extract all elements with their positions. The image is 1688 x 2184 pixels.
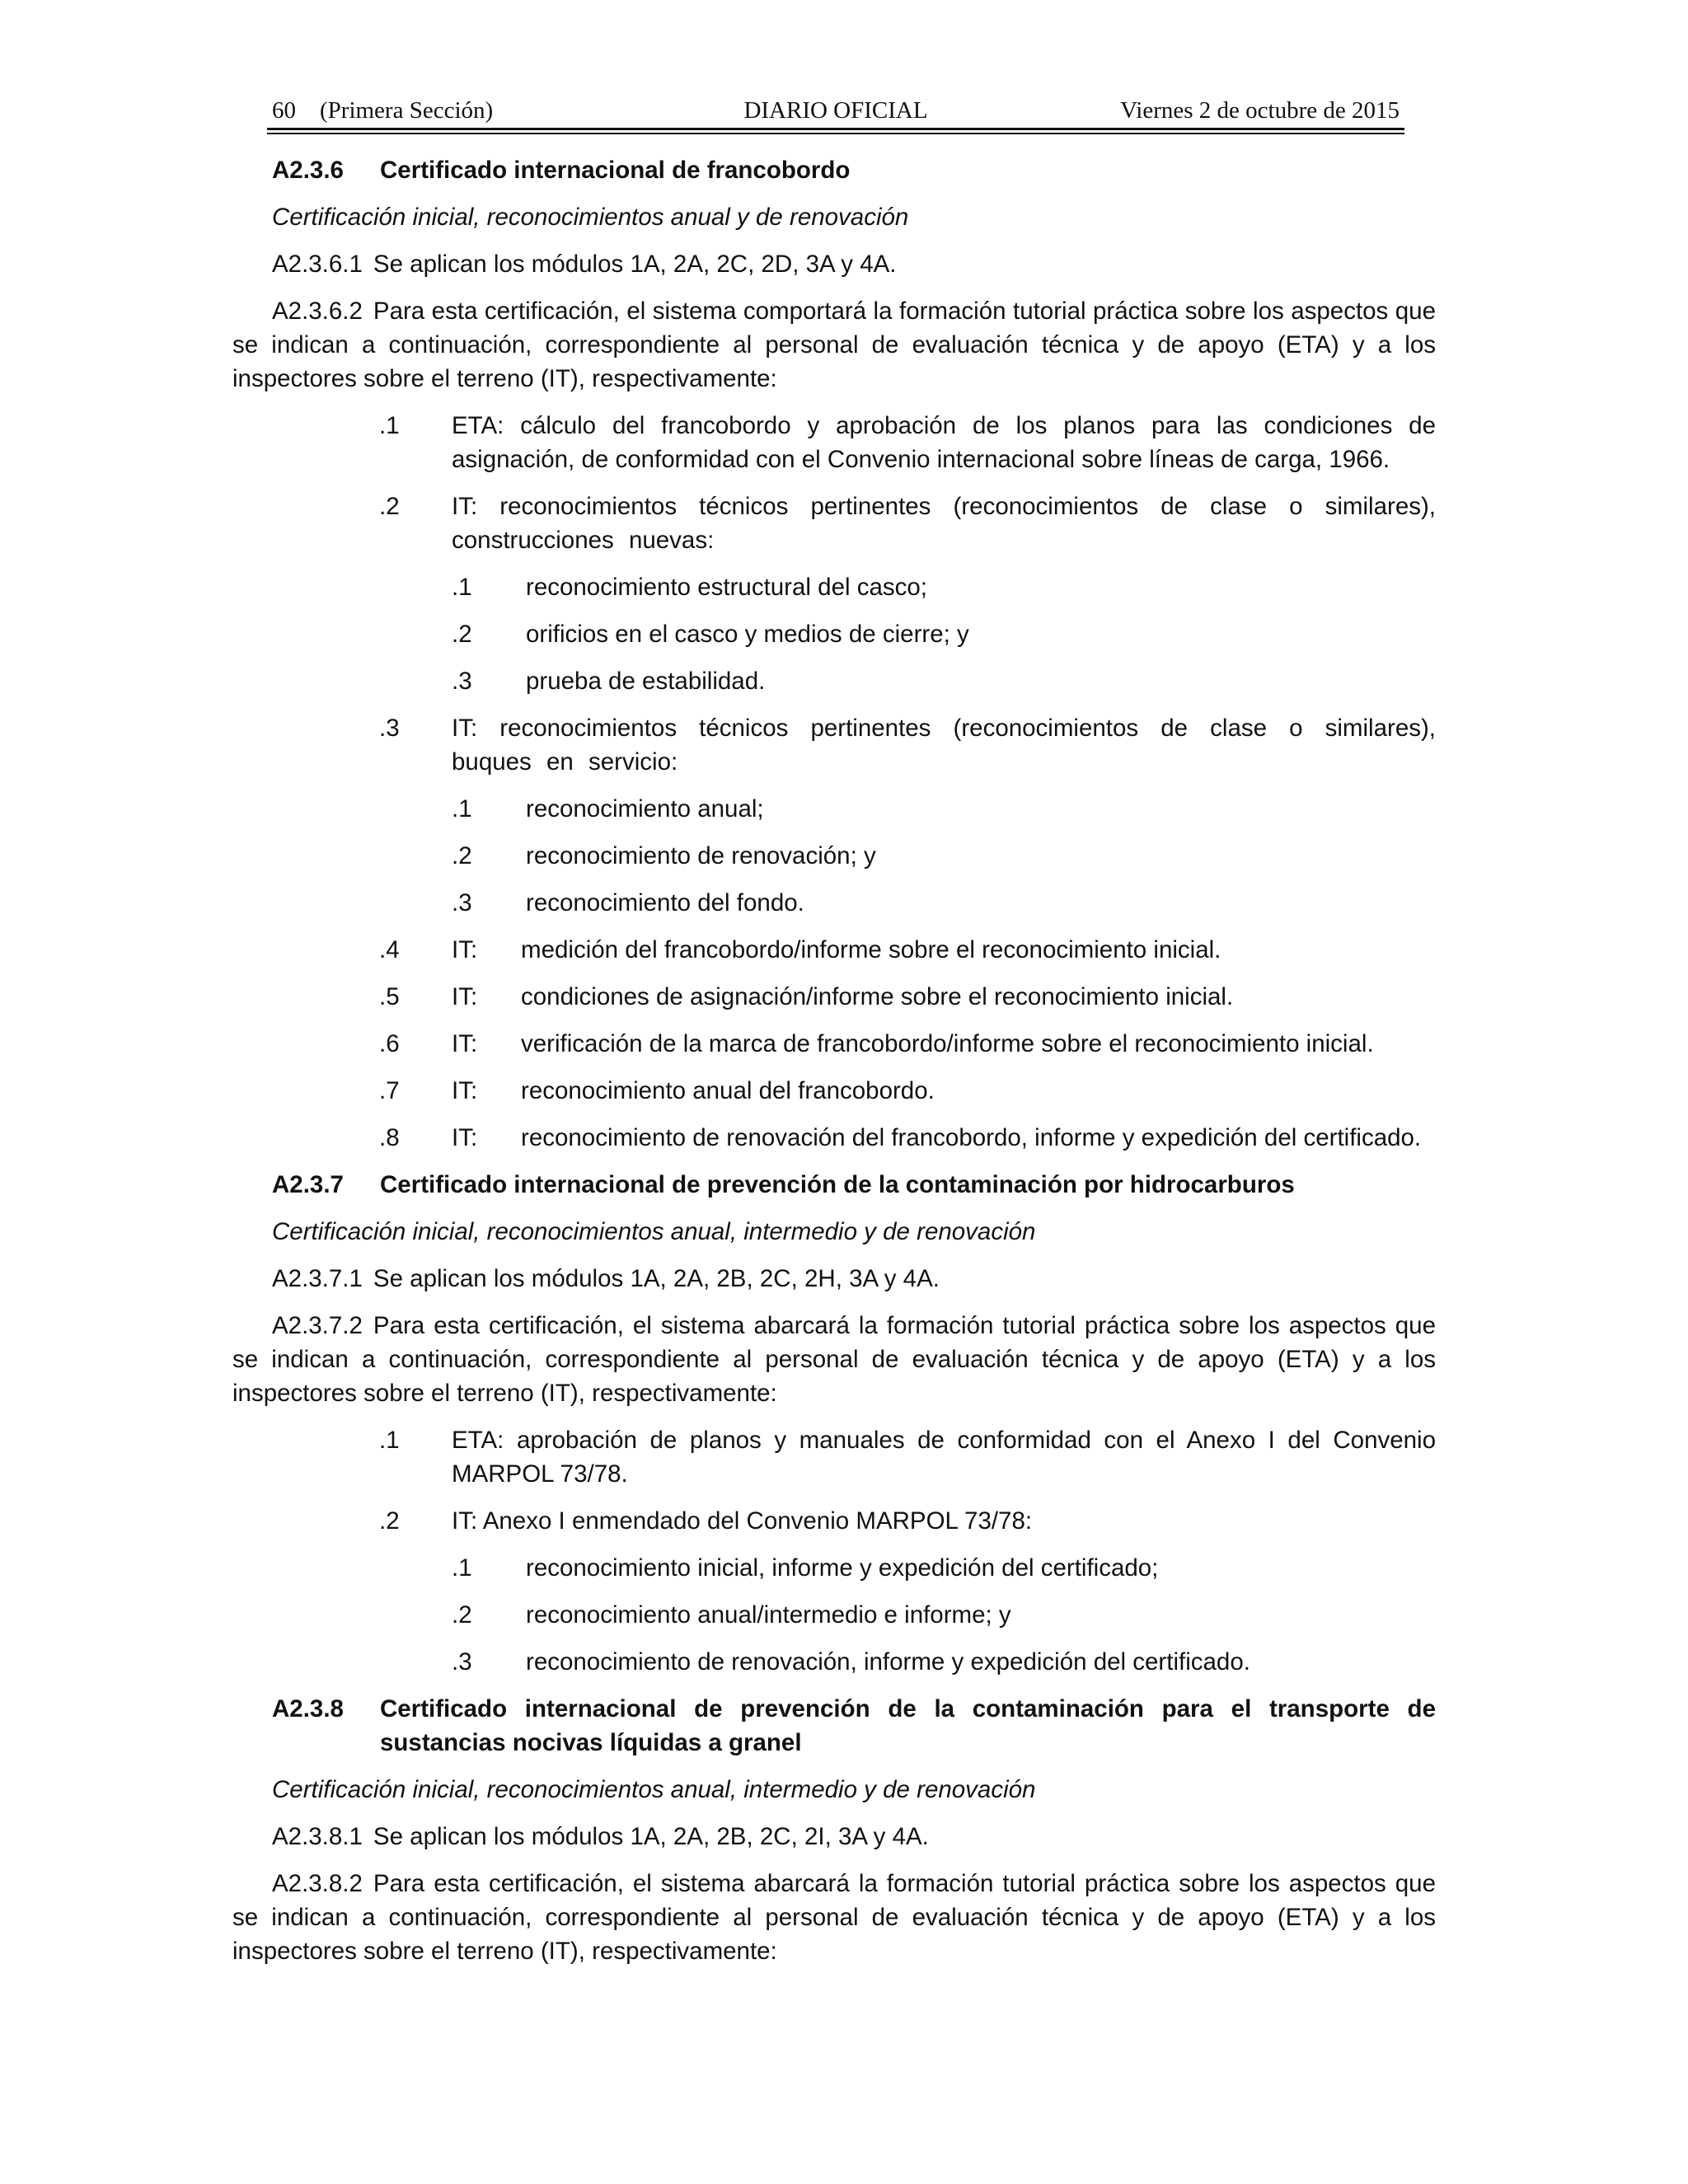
item-text: reconocimientos técnicos pertinentes (reconocimientos de clase o similares), construcciones nuevas: [452,493,1437,554]
item-text: reconocimientos técnicos pertinentes (reconocimientos de clase o similares), buques en servicio: [452,715,1437,776]
item-number: .1 [379,1427,400,1454]
item-number: .1 [379,412,400,439]
sub-list-item [452,886,1436,920]
list-item [379,490,1436,557]
section-number: A2.3.7 [272,1171,344,1198]
sub-item-number: .1 [452,574,472,601]
sub-list-item [452,1645,1436,1679]
list-item [379,1027,1436,1061]
item-label: IT: [452,983,478,1010]
paragraph [232,294,1436,396]
item-text: reconocimiento anual del francobordo. [521,1077,935,1104]
paragraph [232,1867,1436,1968]
paragraph-number: A2.3.6.1 [272,251,363,278]
sub-item-number: .2 [452,1601,472,1629]
sub-item-number: .2 [452,842,472,869]
item-number: .8 [379,1124,400,1151]
sub-list-item [452,570,1436,604]
list-item [379,409,1436,476]
item-number: .4 [379,936,400,963]
paragraph-text: Se aplican los módulos 1A, 2A, 2B, 2C, 2H, 3A y 4A. [373,1265,940,1292]
sub-item-text: reconocimiento de renovación, informe y expedición del certificado. [526,1648,1250,1675]
section-heading [272,153,1436,187]
sub-item-number: .3 [452,1648,472,1675]
item-number: .2 [379,1507,400,1535]
item-text: reconocimiento de renovación del francobordo, informe y expedición del certificado. [521,1124,1422,1151]
item-text: IT: Anexo I enmendado del Convenio MARPOL 73/78: [452,1507,1033,1535]
section-subtitle: Certificación inicial, reconocimientos anual y de renovación [272,204,909,231]
section-number: A2.3.8 [272,1695,344,1722]
item-text: ETA: cálculo del francobordo y aprobación de los planos para las condiciones de asignación, de conformidad con el Convenio internacional sobre líneas de carga, 1966. [452,412,1436,473]
page-header [267,92,1404,125]
paragraph-text: Para esta certificación, el sistema abarcará la formación tutorial práctica sobre los aspectos que se indican a continuación, correspondiente al personal de evaluación técnica y de apoyo (ETA) y a los inspectores sobre el terreno (IT), respectivamente: [232,1312,1436,1407]
sub-item-text: reconocimiento estructural del casco; [526,574,927,601]
item-label: IT: [452,936,478,963]
sub-list-item [452,792,1436,826]
item-label: IT: [452,493,478,520]
document-body [232,153,1436,1981]
sub-item-number: .3 [452,668,472,695]
list-item [379,1121,1436,1155]
item-text: medición del francobordo/informe sobre el reconocimiento inicial. [521,936,1221,963]
list-item [379,933,1436,967]
sub-item-number: .2 [452,621,472,648]
list-item [379,1504,1436,1538]
section-heading [272,1692,1436,1760]
header-page-section: 60 (Primera Sección) [272,97,494,124]
paragraph [232,247,1436,281]
paragraph [232,1262,1436,1296]
sub-item-text: orificios en el casco y medios de cierre; y [526,621,969,648]
paragraph-text: Para esta certificación, el sistema comportará la formación tutorial práctica sobre los aspectos que se indican a continuación, correspondiente al personal de evaluación técnica y de apoyo (ETA) y a los inspectores sobre el terreno (IT), respectivamente: [232,298,1436,392]
list-item [379,711,1436,779]
paragraph [232,1820,1436,1854]
sub-item-text: reconocimiento anual/intermedio e informe; y [526,1601,1011,1629]
section-title: Certificado internacional de prevención de la contaminación por hidrocarburos [380,1171,1295,1198]
item-number: .6 [379,1030,400,1057]
list-item [379,1423,1436,1491]
sub-item-text: prueba de estabilidad. [526,668,766,695]
paragraph-number: A2.3.8.1 [272,1823,363,1850]
paragraph-number: A2.3.7.1 [272,1265,363,1292]
sub-item-text: reconocimiento anual; [526,795,764,823]
paragraph-number: A2.3.7.2 [272,1312,363,1339]
item-number: .2 [379,493,400,520]
item-number: .7 [379,1077,400,1104]
item-label: IT: [452,715,478,742]
item-label: IT: [452,1030,478,1057]
item-label: IT: [452,1077,478,1104]
sub-list-item [452,839,1436,873]
sub-list-item [452,664,1436,698]
header-date: Viernes 2 de octubre de 2015 [1120,97,1400,124]
section-subtitle: Certificación inicial, reconocimientos anual, intermedio y de renovación [272,1776,1036,1803]
item-text: condiciones de asignación/informe sobre el reconocimiento inicial. [521,983,1234,1010]
sub-list-item [452,1551,1436,1585]
header-publication: DIARIO OFICIAL [743,97,928,124]
sub-item-text: reconocimiento del fondo. [526,889,804,916]
section-number: A2.3.6 [272,157,344,184]
section-subtitle: Certificación inicial, reconocimientos anual, intermedio y de renovación [272,1218,1036,1245]
section-heading [272,1168,1436,1202]
paragraph [232,1309,1436,1410]
item-text: ETA: aprobación de planos y manuales de conformidad con el Anexo I del Convenio MARPOL 73/78. [452,1427,1436,1488]
paragraph-number: A2.3.6.2 [272,298,363,325]
sub-item-number: .3 [452,889,472,916]
list-item [379,1074,1436,1108]
item-label: IT: [452,1124,478,1151]
item-text: verificación de la marca de francobordo/informe sobre el reconocimiento inicial. [521,1030,1374,1057]
sub-list-item [452,617,1436,651]
header-rule-bottom [267,133,1404,134]
paragraph-text: Se aplican los módulos 1A, 2A, 2C, 2D, 3A y 4A. [373,251,897,278]
sub-item-text: reconocimiento de renovación; y [526,842,876,869]
item-number: .3 [379,715,400,742]
section-title: Certificado internacional de prevención de la contaminación para el transporte de sustancias nocivas líquidas a granel [380,1695,1436,1756]
sub-list-item [452,1598,1436,1632]
sub-item-text: reconocimiento inicial, informe y expedición del certificado; [526,1554,1159,1582]
sub-item-number: .1 [452,1554,472,1582]
section-title: Certificado internacional de francobordo [380,157,851,184]
item-number: .5 [379,983,400,1010]
paragraph-number: A2.3.8.2 [272,1870,363,1897]
paragraph-text: Para esta certificación, el sistema abarcará la formación tutorial práctica sobre los aspectos que se indican a continuación, correspondiente al personal de evaluación técnica y de apoyo (ETA) y a los inspectores sobre el terreno (IT), respectivamente: [232,1870,1436,1965]
list-item [379,980,1436,1014]
sub-item-number: .1 [452,795,472,823]
paragraph-text: Se aplican los módulos 1A, 2A, 2B, 2C, 2I, 3A y 4A. [373,1823,929,1850]
header-rule-top [267,128,1404,130]
